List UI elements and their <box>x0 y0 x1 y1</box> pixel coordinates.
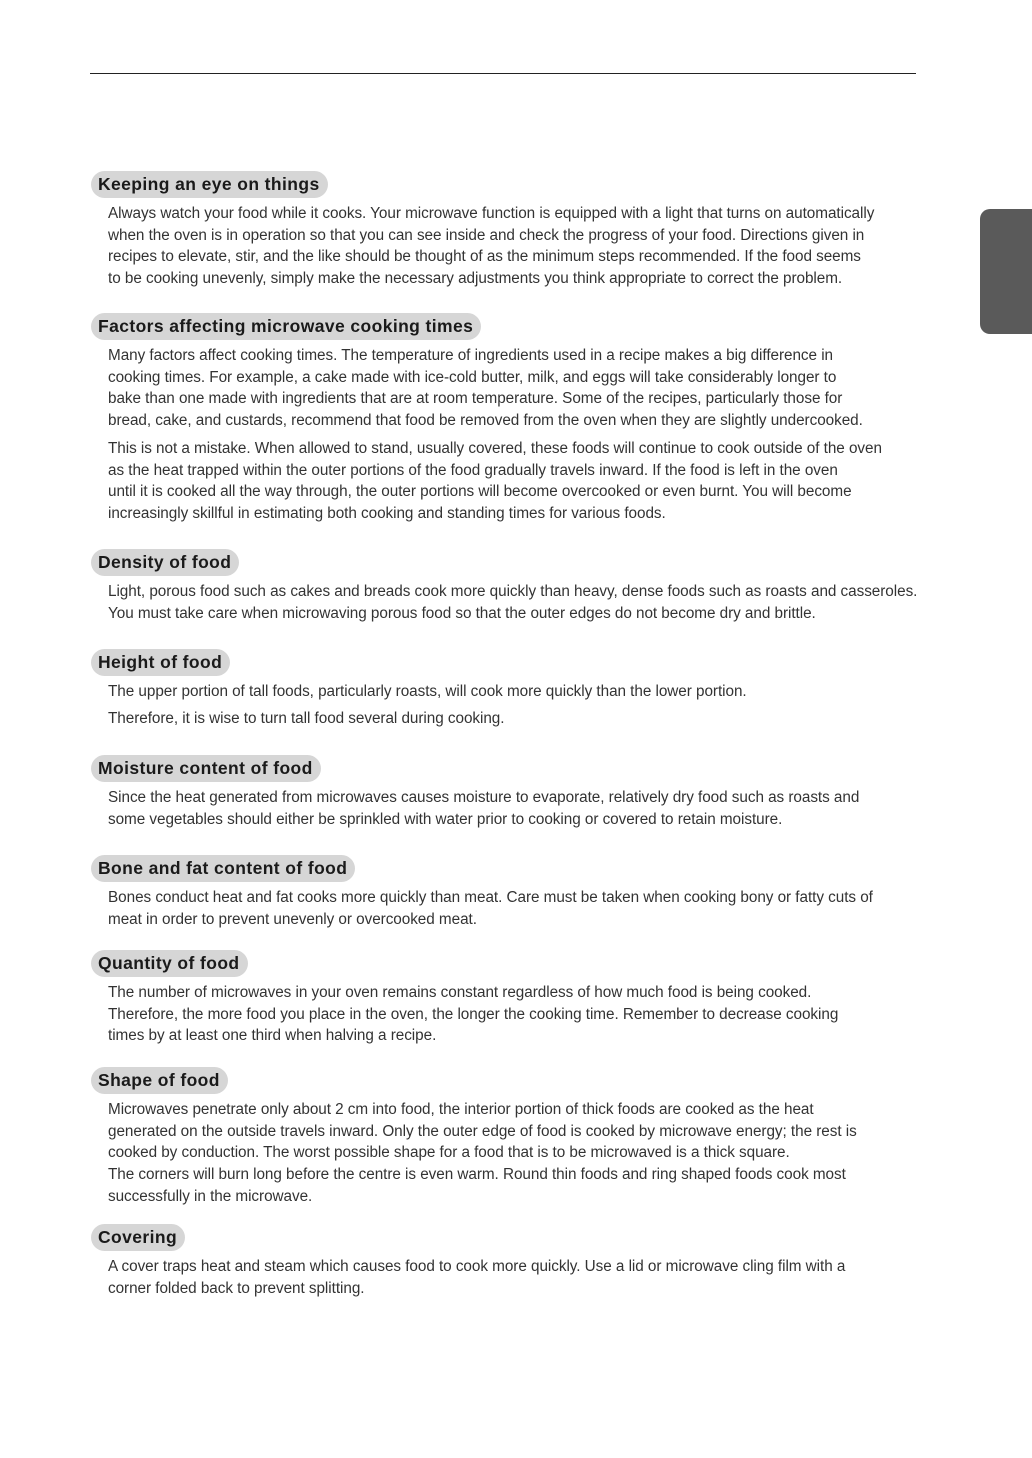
section-moisture <box>91 755 941 830</box>
section-heading: Height of food <box>91 649 230 676</box>
section-heading: Factors affecting microwave cooking times <box>91 313 481 340</box>
section-paragraph: Bones conduct heat and fat cooks more quickly than meat. Care must be taken when cooking bony or fatty cuts of meat in order to prevent unevenly or overcooked meat. <box>108 889 873 928</box>
section-bone-fat <box>91 855 941 930</box>
section-heading: Shape of food <box>91 1067 228 1094</box>
section-paragraph: Therefore, it is wise to turn tall food several during cooking. <box>108 709 505 727</box>
section-paragraph: Always watch your food while it cooks. Your microwave function is equipped with a light that turns on automatically when the oven is in operation so that you can see inside and check the progress of your food. Directions given in recipes to elevate, stir, and the like should be thought of as the minimum steps recommended. If the food seems to be cooking unevenly, simply make the necessary adjustments you think appropriate to correct the problem. <box>108 205 875 288</box>
section-heading: Density of food <box>91 549 239 576</box>
chapter-side-tab <box>980 209 1032 334</box>
section-density <box>91 549 941 624</box>
section-heading: Covering <box>91 1224 185 1251</box>
section-height <box>91 649 941 729</box>
section-heading: Moisture content of food <box>91 755 321 782</box>
section-paragraph: The number of microwaves in your oven remains constant regardless of how much food is being cooked. Therefore, the more food you place in the oven, the longer the cooking time. Remember to decrease cooking times by at least one third when halving a recipe. <box>108 984 839 1045</box>
section-paragraph: Many factors affect cooking times. The temperature of ingredients used in a recipe makes a big difference in cooking times. For example, a cake made with ice-cold butter, milk, and eggs will take considerably longer to bake than one made with ingredients that are at room temperature. Some of the recipes, particularly those for bread, cake, and custards, recommend that food be removed from the oven when they are slightly undercooked. <box>108 347 863 430</box>
section-shape <box>91 1067 941 1208</box>
section-paragraph: Microwaves penetrate only about 2 cm into food, the interior portion of thick foods are cooked as the heat generated on the outside travels inward. Only the outer edge of food is cooked by microwave energy; the rest is cooked by conduction. The worst possible shape for a food that is to be microwaved is a thick square. The corners will burn long before the centre is even warm. Round thin foods and ring shaped foods cook most successfully in the microwave. <box>108 1101 857 1205</box>
section-paragraph: The upper portion of tall foods, particularly roasts, will cook more quickly than the lower portion. <box>108 683 747 700</box>
section-covering <box>91 1224 941 1299</box>
section-cooking-times <box>91 313 941 525</box>
section-heading: Keeping an eye on things <box>91 171 328 198</box>
section-paragraph: This is not a mistake. When allowed to stand, usually covered, these foods will continue to cook outside of the oven as the heat trapped within the outer portions of the food gradually travels inward. If the food is left in the oven until it is cooked all the way through, the outer portions will become overcooked or even burnt. You will become increasingly skillful in estimating both cooking and standing times for various foods. <box>108 439 882 522</box>
section-paragraph: Since the heat generated from microwaves causes moisture to evaporate, relatively dry food such as roasts and some vegetables should either be sprinkled with water prior to cooking or covered to retain moisture. <box>108 789 860 828</box>
section-heading: Bone and fat content of food <box>91 855 355 882</box>
section-heading: Quantity of food <box>91 950 248 977</box>
header-rule <box>90 73 916 74</box>
section-keeping-an-eye <box>91 171 941 290</box>
section-paragraph: A cover traps heat and steam which causes food to cook more quickly. Use a lid or microwave cling film with a corner folded back to prevent splitting. <box>108 1258 846 1297</box>
section-quantity <box>91 950 941 1047</box>
section-paragraph: Light, porous food such as cakes and breads cook more quickly than heavy, dense foods such as roasts and casseroles. You must take care when microwaving porous food so that the outer edges do not become dry and brittle. <box>108 583 918 622</box>
